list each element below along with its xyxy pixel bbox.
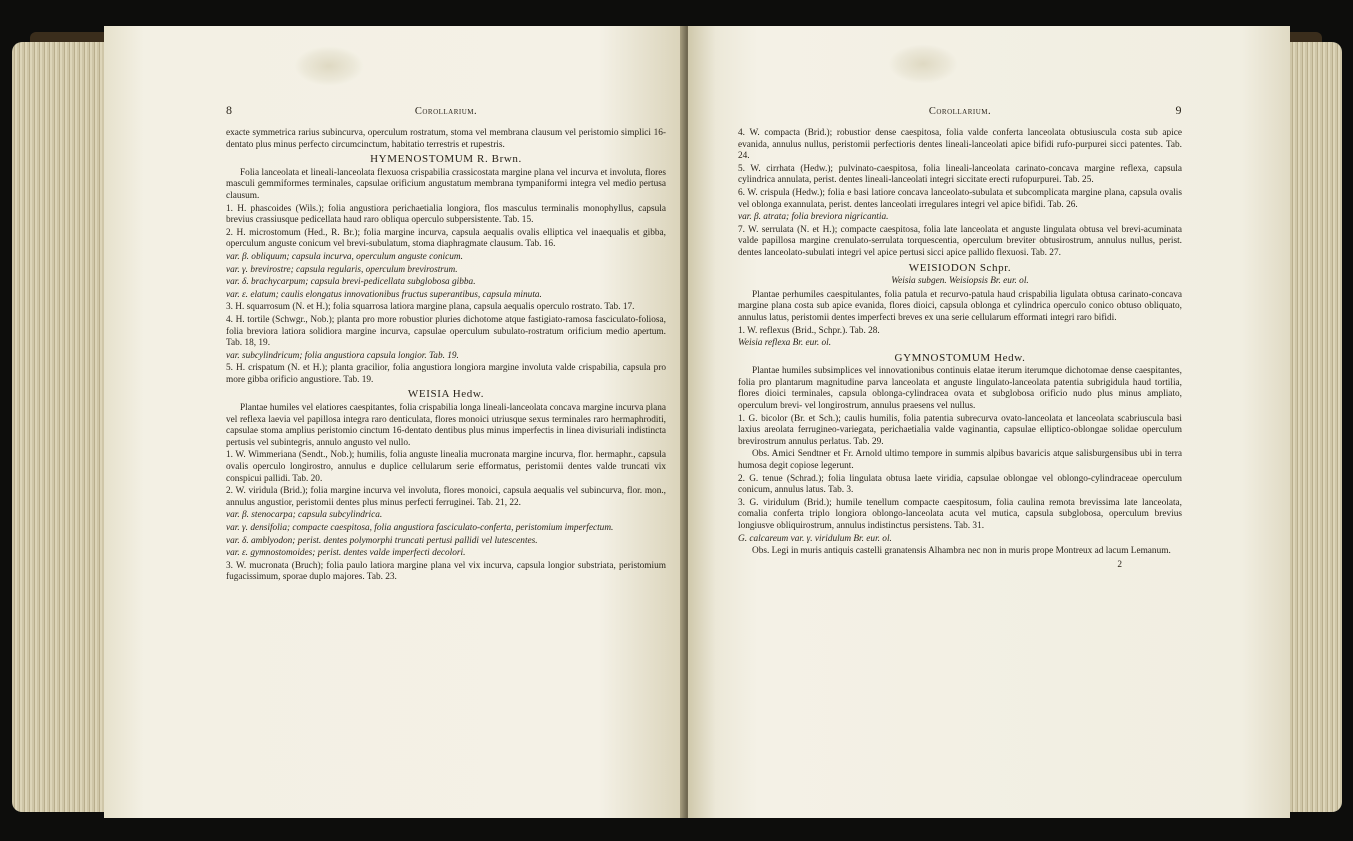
variety-entry: var. δ. brachycarpum; capsula brevi-pedicellata subglobosa gibba. bbox=[226, 277, 476, 288]
genus-heading: HYMENOSTOMUM R. Brwn. bbox=[370, 153, 522, 166]
species-entry: 1. H. phascoides (Wils.); folia angustiora perichaetialia longiora, flos masculus terminalis monophyllus, capsula brevius crassiusque pedicellata haud raro obliqua operculo subpersistente. Tab. 15. bbox=[226, 203, 666, 226]
variety-entry: var. subcylindricum; folia angustiora capsula longior. Tab. 19. bbox=[226, 350, 459, 361]
variety-entry: var. ε. gymnostomoides; perist. dentes valde imperfecti decolori. bbox=[226, 548, 466, 559]
variety-entry: var. β. atrata; folia breviora nigricantia. bbox=[738, 212, 889, 223]
species-entry: 1. G. bicolor (Br. et Sch.); caulis humilis, folia patentia subrecurva ovato-lanceolata et lanceolata scabriuscula basi laxius areolata ferrugineo-variegata, perichaetialia valde vaginantia, capsulae elliptico-oblongae solidae operculum brevirostrum annulus perlatus. Tab. 29. bbox=[738, 413, 1182, 447]
right-running-title: Corollarium. bbox=[928, 106, 992, 117]
variety-entry: var. γ. brevirostre; capsula regularis, operculum brevirostrum. bbox=[226, 264, 458, 275]
variety-entry: var. γ. densifolia; compacte caespitosa, folia angustiora fasciculato-conferta, peristomium imperfectum. bbox=[226, 523, 614, 533]
paragraph: Plantae humiles subsimplices vel innovationibus continuis elatae iterum iterumque dichotomae dense caespitantes, folia pro plantarum magnitudine parva lanceolata et anguste lingulato-lanceolata patentia subrigidula haud tortilia, flores dioici terminales, capsula oblonga-cylindracea ovata et subglobosa orificio nudo plus minus ampliato, operculum brevi- vel longirostrum, annulus praesens vel nullus. bbox=[738, 366, 1182, 412]
species-entry: 5. H. crispatum (N. et H.); planta gracilior, folia angustiora longiora margine involuta valde crispabilia, capsula pro more gibba orificio angustiore. Tab. 19. bbox=[226, 363, 666, 385]
species-entry: 4. W. compacta (Brid.); robustior dense caespitosa, folia valde conferta lanceolata obtusiuscula costa sub apice evanida, annulus nullus, peristomii perfectioris dentes lineali-lanceolati apice bifidi rufo-purpurei sicci patentes. Tab. 24. bbox=[738, 128, 1182, 162]
left-page-content bbox=[226, 103, 666, 585]
synonym-line: Weisia subgen. Weisiopsis Br. eur. ol. bbox=[891, 276, 1029, 287]
left-running-head bbox=[226, 103, 666, 124]
right-running-head bbox=[738, 103, 1182, 124]
variety-entry: var. β. obliquum; capsula incurva, operculum anguste conicum. bbox=[226, 251, 463, 262]
right-page-content bbox=[738, 103, 1182, 572]
observation-note: Obs. Legi in muris antiquis castelli granatensis Alhambra nec non in muris prope Montreux ad lacum Lemanum. bbox=[752, 546, 1171, 557]
species-entry: 6. W. crispula (Hedw.); folia e basi latiore concava lanceolato-subulata et subcomplicata margine plana, capsula ovalis vel oblonga exannulata, perist. dentes lanceolati irregulares integri vel apice bifidi. Tab. 26. bbox=[738, 187, 1182, 210]
right-page bbox=[688, 26, 1290, 818]
species-entry: 3. W. mucronata (Bruch); folia paulo latiora margine plana vel vix incurva, capsula longior substriata, peristomium fugacissimum, sporae duplo majores. Tab. 23. bbox=[226, 560, 666, 583]
species-entry: 1. W. Wimmeriana (Sendt., Nob.); humilis, folia anguste linealia mucronata margine incurva, flor. hermaphr., capsula ovalis operculo longirostro, annulus e duplice cellularum serie efformatus, peristomii dentes valde truncati vix conspicui pallidi. Tab. 20. bbox=[226, 450, 666, 484]
species-entry: 2. H. microstomum (Hed., R. Br.); folia margine incurva, capsula aequalis ovalis elliptica vel inaequalis et gibba, operculum anguste conicum vel brevi-subulatum, stoma diaphragmate clausum. Tab. 16. bbox=[226, 227, 666, 250]
synonym-line: Weisia reflexa Br. eur. ol. bbox=[738, 338, 832, 349]
signature-mark: 2 bbox=[1117, 559, 1122, 570]
variety-entry: var. ε. elatum; caulis elongatus innovationibus fructus superantibus, capsula minuta. bbox=[226, 289, 542, 300]
left-page-number: 8 bbox=[226, 103, 233, 117]
synonym-line: G. calcareum var. γ. viridulum Br. eur. ol. bbox=[738, 533, 892, 544]
open-book bbox=[12, 14, 1342, 832]
species-entry: 2. W. viridula (Brid.); folia margine incurva vel involuta, flores monoici, capsula aequalis vel subincurva, flor. mon., annulus angustior, peristomii dentes plus minus perfecti ferruginei. Tab. 21, 22. bbox=[226, 486, 666, 508]
foxing-stain bbox=[294, 46, 364, 86]
species-entry: 2. G. tenue (Schrad.); folia lingulata obtusa laete viridia, capsulae oblongae vel oblongo-cylindraceae operculum conicum, annulus latus. Tab. 3. bbox=[738, 473, 1182, 496]
genus-heading: GYMNOSTOMUM Hedw. bbox=[894, 351, 1026, 364]
paragraph: Folia lanceolata et lineali-lanceolata flexuosa crispabilia crassicostata margine plana vel incurva et involuta, flores masculi gemmiformes terminales, capsulae orificium angustatum membrana tympaniformi integra vel medio pertusa clausum. bbox=[226, 167, 666, 201]
right-page-number: 9 bbox=[1175, 103, 1182, 117]
paragraph: exacte symmetrica rarius subincurva, operculum rostratum, stoma vel membrana clausum vel peristomio simplici 16-dentato plus minus perfecto circumcinctum, habitatio terrestris et rupestris. bbox=[226, 128, 666, 150]
observation-note: Obs. Amici Sendtner et Fr. Arnold ultimo tempore in summis alpibus bavaricis atque salisburgensibus ubi in terra humosa degit copiose legerunt. bbox=[738, 449, 1182, 472]
species-entry: 3. H. squarrosum (N. et H.); folia squarrosa latiora margine plana, capsula aequalis operculo rostrato. Tab. 17. bbox=[226, 302, 635, 313]
species-entry: 1. W. reflexus (Brid., Schpr.). Tab. 28. bbox=[738, 325, 880, 336]
right-page-stack bbox=[1290, 42, 1342, 812]
paragraph: Plantae humiles vel elatiores caespitantes, folia crispabilia longa lineali-lanceolata concava margine incurva plana vel reflexa laevia vel papillosa integra raro denticulata, flores monoici utriusque sexus terminales raro hermaphroditi, capsulae stoma amplius peristomio cinctum 16-dentato dentibus plus minus imperfectis in linea divisuriali indistincta pertusis vel subintegris, annulo angusto vel nullo. bbox=[226, 403, 666, 448]
genus-heading: WEISIODON Schpr. bbox=[908, 261, 1012, 274]
foxing-stain bbox=[888, 44, 958, 84]
species-entry: 7. W. serrulata (N. et H.); compacte caespitosa, folia late lanceolata et anguste lingulata obtusa vel brevi-acuminata valde papillosa margine crenulato-serrulata torquescentia, operculum breviter obtusirostrum, annulus nullus, perist. dentes lanceolato-subulati integri vel apice pertusi sicci apice pallido flexuosi. Tab. 27. bbox=[738, 224, 1182, 258]
left-running-title: Corollarium. bbox=[414, 106, 478, 117]
variety-entry: var. β. stenocarpa; capsula subcylindrica. bbox=[226, 510, 383, 521]
variety-entry: var. δ. amblyodon; perist. dentes polymorphi truncati pertusi pallidi vel lutescentes. bbox=[226, 535, 538, 546]
species-entry: 4. H. tortile (Schwgr., Nob.); planta pro more robustior pluries dichotome atque fastigiato-ramosa fasciculato-foliosa, folia breviora latiora solidiora margine incurva, capsulae operculum subulato-rostratum orificium medio apertum. Tab. 18, 19. bbox=[226, 314, 666, 349]
species-entry: 3. G. viridulum (Brid.); humile tenellum compacte caespitosum, folia caulina remota brevissima late lanceolata, comalia conferta triplo longiora oblongo-lanceolata acuta vel mutica, capsula subglobosa, operculum brevius longiusve obliquirostrum, annulus indistinctus persistens. Tab. 31. bbox=[738, 497, 1182, 531]
left-page bbox=[104, 26, 686, 818]
genus-heading: WEISIA Hedw. bbox=[407, 388, 485, 401]
paragraph: Plantae perhumiles caespitulantes, folia patula et recurvo-patula haud crispabilia ligulata obtusa carinato-concava margine plana costa sub apice evanida, flores dioici, capsula oblonga et cylindrica operculo conico obtuso obliquato, annulus latus, peristomii dentes imperfecti breves ex una serie cellularum efformati integri raro bifidi. bbox=[738, 289, 1182, 323]
species-entry: 5. W. cirrhata (Hedw.); pulvinato-caespitosa, folia lineali-lanceolata carinato-concava margine reflexa, capsula cylindrica annulata, perist. dentes lineali-lanceolati integri siccitate erecti rufopurpurei. Tab. 25. bbox=[738, 163, 1182, 186]
